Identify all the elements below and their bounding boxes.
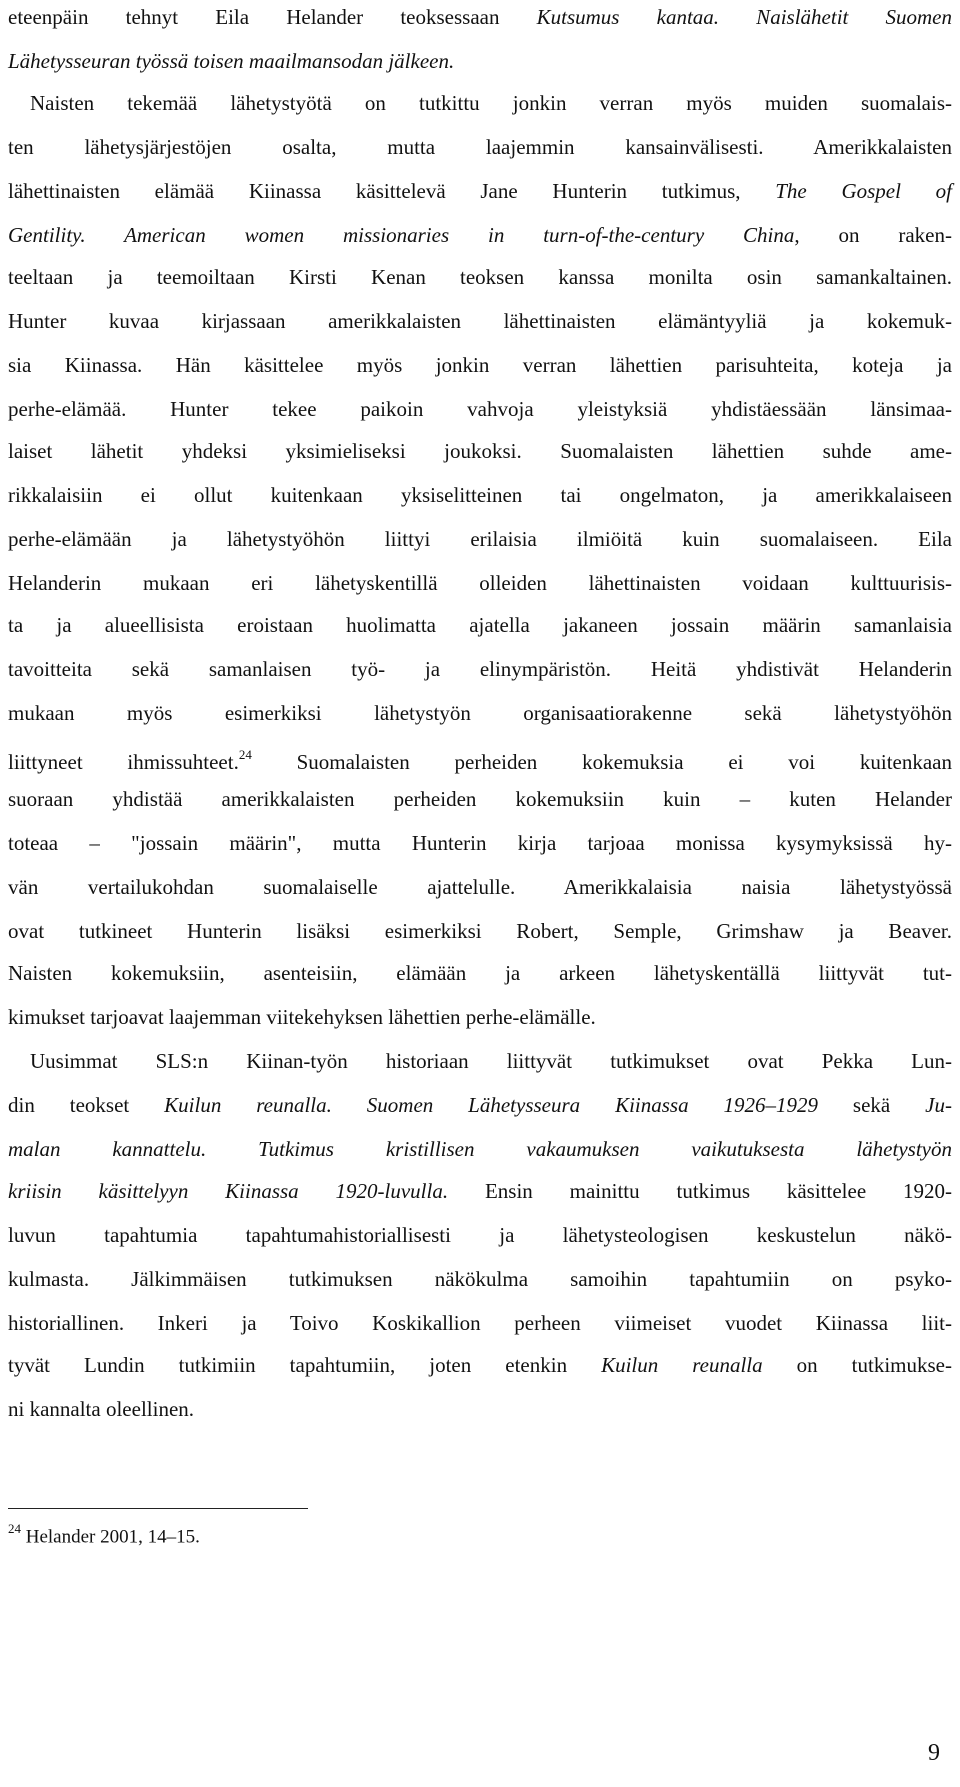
text-line <box>8 436 952 466</box>
text-run: perhe-elämään ja lähetystyöhön liittyi erilaisia ilmiöitä kuin suomalaiseen. Eila <box>8 527 952 551</box>
text-run: Suomalaisten perheiden kokemuksia ei voi kuitenkaan <box>251 750 952 774</box>
text-run: kriisin käsittelyyn Kiinassa 1920-luvulla. <box>8 1179 449 1203</box>
text-run: lähettinaisten elämää Kiinassa käsittelevä Jane Hunterin tutkimus, <box>8 179 776 203</box>
text-line <box>8 1002 952 1032</box>
text-run: liittyneet ihmissuhteet. <box>8 750 239 774</box>
text-run: historiallinen. Inkeri ja Toivo Koskikallion perheen viimeiset vuodet Kiinassa liit- <box>8 1311 952 1335</box>
text-run: kulmasta. Jälkimmäisen tutkimuksen näkökulma samoihin tapahtumiin on psyko- <box>8 1267 952 1291</box>
page-number: 9 <box>928 1740 940 1766</box>
text-line <box>8 176 952 206</box>
text-line <box>8 698 952 728</box>
text-line <box>8 1090 952 1120</box>
text-run: The Gospel of <box>775 179 952 203</box>
text-line <box>8 306 952 336</box>
text-run: Kuilun reunalla. Suomen Lähetysseura Kiinassa 1926–1929 <box>164 1093 819 1117</box>
text-run: ovat tutkineet Hunterin lisäksi esimerkiksi Robert, Semple, Grimshaw ja Beaver. <box>8 919 952 943</box>
text-line <box>8 1264 952 1294</box>
text-run: Ensin mainittu tutkimus käsittelee 1920- <box>448 1179 952 1203</box>
text-run: on tutkimukse- <box>762 1353 952 1377</box>
text-line <box>8 262 952 292</box>
text-line <box>8 220 952 250</box>
text-line <box>8 394 952 424</box>
footnote-number: 24 <box>8 1521 21 1536</box>
text-line <box>8 1350 952 1380</box>
text-run: sekä <box>818 1093 926 1117</box>
text-run: Naisten kokemuksiin, asenteisiin, elämään ja arkeen lähetyskentällä liittyvät tut- <box>8 961 952 985</box>
footnote-ref: 24 <box>238 747 252 762</box>
text-run: malan kannattelu. Tutkimus kristillisen vakaumuksen vaikutuksesta lähetystyön <box>8 1137 952 1161</box>
text-run: eteenpäin tehnyt Eila Helander teoksessaan <box>8 5 537 29</box>
text-line <box>8 1394 952 1424</box>
text-line <box>8 1308 952 1338</box>
text-run: Hunter kuvaa kirjassaan amerikkalaisten lähettinaisten elämäntyyliä ja kokemuk- <box>8 309 952 333</box>
text-line <box>8 958 952 988</box>
text-run: din teokset <box>8 1093 165 1117</box>
text-run: laiset lähetit yhdeksi yksimieliseksi joukoksi. Suomalaisten lähettien suhde ame- <box>8 439 952 463</box>
text-line <box>8 610 952 640</box>
text-run: teeltaan ja teemoiltaan Kirsti Kenan teoksen kanssa monilta osin samankaltainen. <box>8 265 952 289</box>
text-run: Kutsumus kantaa. Naislähetit Suomen <box>536 5 952 29</box>
text-run: mukaan myös esimerkiksi lähetystyön organisaatiorakenne sekä lähetystyöhön <box>8 701 952 725</box>
text-run: kimukset tarjoavat laajemman viitekehyksen lähettien perhe-elämälle. <box>8 1005 596 1029</box>
text-line <box>8 524 952 554</box>
text-run: Kuilun reunalla <box>601 1353 763 1377</box>
text-line <box>8 1134 952 1164</box>
text-line <box>30 1046 952 1076</box>
text-run: tavoitteita sekä samanlaisen työ- ja elinympäristön. Heitä yhdistivät Helanderin <box>8 657 952 681</box>
text-run: , on raken- <box>794 223 952 247</box>
text-line <box>8 132 952 162</box>
text-run: tyvät Lundin tutkimiin tapahtumiin, joten etenkin <box>8 1353 602 1377</box>
text-run: suoraan yhdistää amerikkalaisten perheiden kokemuksiin kuin – kuten Helander <box>8 787 952 811</box>
footnote-separator <box>8 1508 308 1509</box>
text-line <box>8 350 952 380</box>
text-line <box>8 916 952 946</box>
text-run: Uusimmat SLS:n Kiinan-työn historiaan liittyvät tutkimukset ovat Pekka Lun- <box>30 1049 952 1073</box>
text-line <box>8 46 952 76</box>
text-run: Helanderin mukaan eri lähetyskentillä olleiden lähettinaisten voidaan kulttuurisis- <box>8 571 952 595</box>
text-line <box>8 1176 952 1206</box>
text-line <box>8 1220 952 1250</box>
text-run: perhe-elämää. Hunter tekee paikoin vahvoja yleistyksiä yhdistäessään länsimaa- <box>8 397 952 421</box>
text-run: Naisten tekemää lähetystyötä on tutkittu jonkin verran myös muiden suomalais- <box>30 91 952 115</box>
text-run: Ju- <box>925 1093 952 1117</box>
text-run: sia Kiinassa. Hän käsittelee myös jonkin verran lähettien parisuhteita, koteja ja <box>8 353 952 377</box>
text-line <box>8 784 952 814</box>
text-line <box>8 568 952 598</box>
text-line <box>8 654 952 684</box>
text-line <box>30 88 952 118</box>
text-run: Gentility. American women missionaries in turn-of-the-century China <box>8 223 795 247</box>
text-line <box>8 828 952 858</box>
text-line <box>8 742 952 777</box>
text-run: ten lähetysjärjestöjen osalta, mutta laajemmin kansainvälisesti. Amerikkalaisten <box>8 135 952 159</box>
text-run: Lähetysseuran työssä toisen maailmansodan jälkeen. <box>8 49 455 73</box>
footnote-text: Helander 2001, 14–15. <box>25 1526 200 1548</box>
text-line <box>8 480 952 510</box>
text-line <box>8 2 952 32</box>
footnote <box>8 1518 200 1550</box>
text-run: luvun tapahtumia tapahtumahistoriallisesti ja lähetysteologisen keskustelun näkö- <box>8 1223 952 1247</box>
text-run: rikkalaisiin ei ollut kuitenkaan yksiselitteinen tai ongelmaton, ja amerikkalaiseen <box>8 483 952 507</box>
text-run: ta ja alueellisista eroistaan huolimatta ajatella jakaneen jossain määrin samanlaisia <box>8 613 952 637</box>
text-run: vän vertailukohdan suomalaiselle ajattelulle. Amerikkalaisia naisia lähetystyössä <box>8 875 952 899</box>
text-run: ni kannalta oleellinen. <box>8 1397 195 1421</box>
text-line <box>8 872 952 902</box>
text-run: toteaa – "jossain määrin", mutta Hunterin kirja tarjoaa monissa kysymyksissä hy- <box>8 831 952 855</box>
